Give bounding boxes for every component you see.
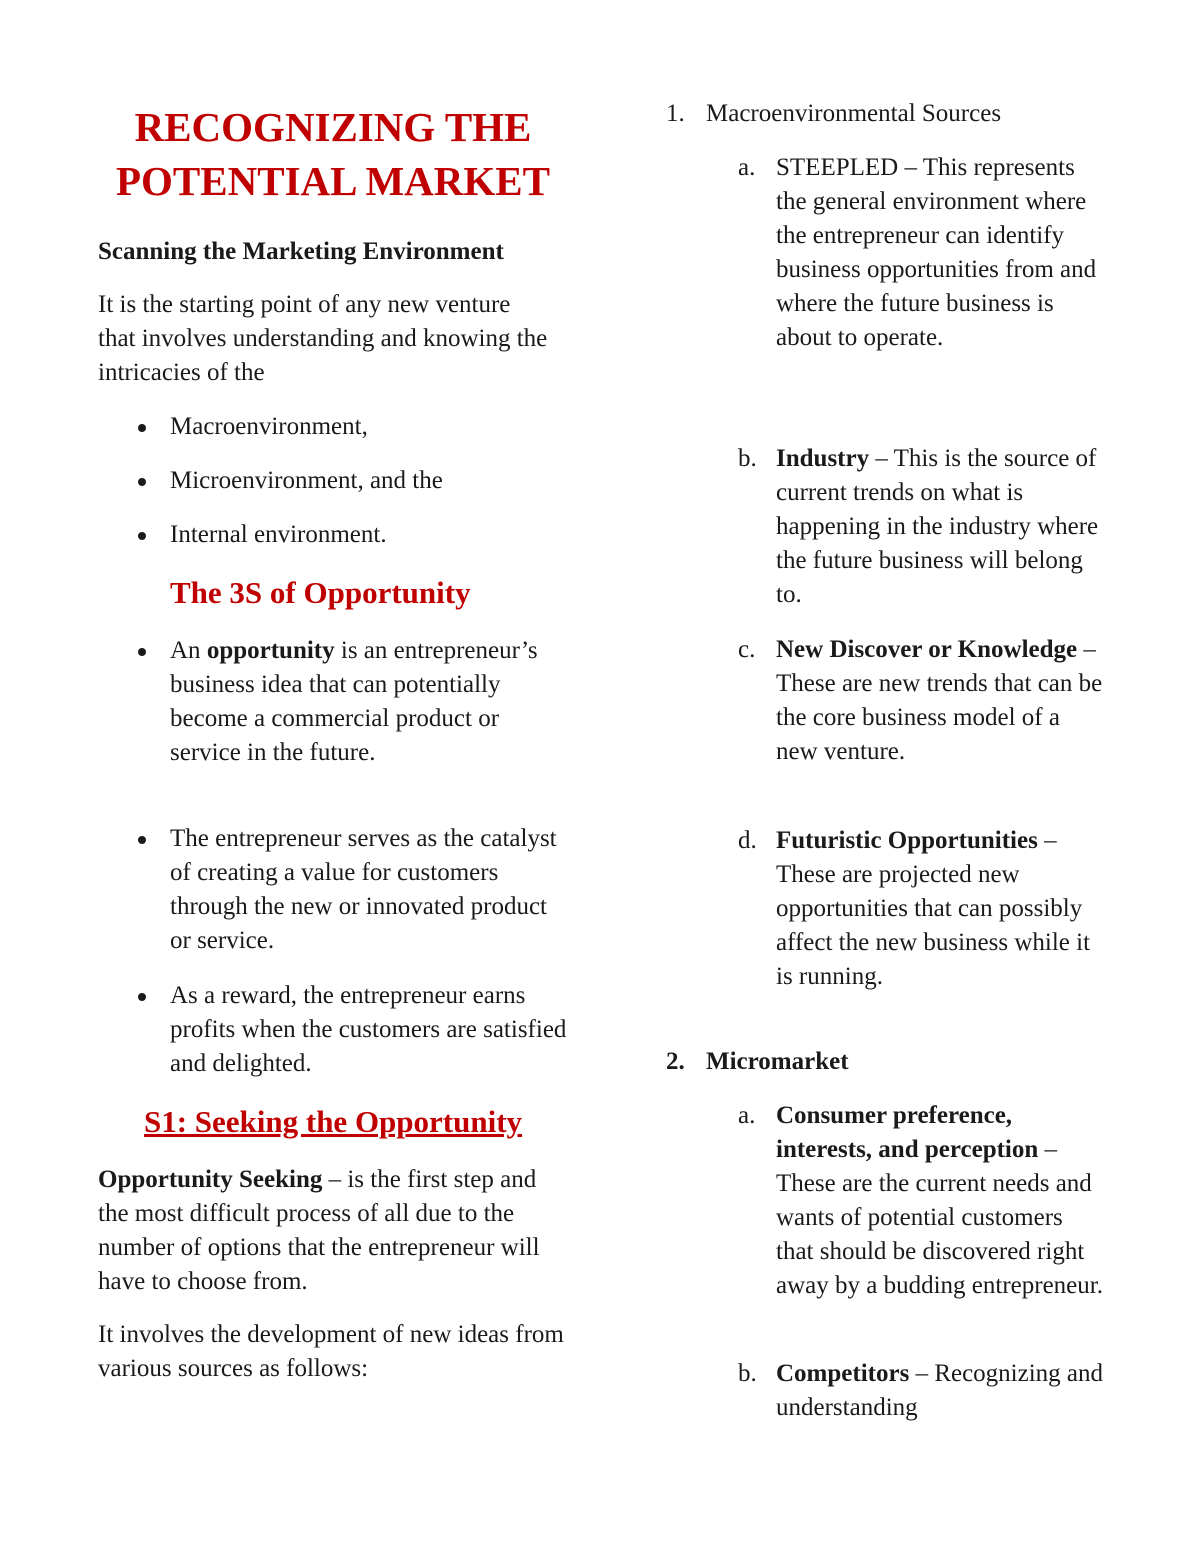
- list-item-text: The entrepreneur serves as the catalyst of creating a value for customers through the new or innovated product or service.: [170, 825, 557, 954]
- item-number: 2.: [666, 1048, 685, 1075]
- sub-item-text: Competitors – Recognizing and understanding: [776, 1360, 1104, 1421]
- list-item-text: Microenvironment, and the: [170, 467, 443, 494]
- sub-item-letter: b.: [738, 445, 757, 472]
- bullet-icon: [138, 478, 146, 486]
- item-number: 1.: [666, 100, 685, 127]
- bullet-icon: [138, 648, 146, 656]
- sub-item-letter: b.: [738, 1360, 757, 1387]
- page-title: RECOGNIZING THE POTENTIAL MARKET: [116, 104, 550, 204]
- bullet-icon: [138, 532, 146, 540]
- sub-item-letter: a.: [738, 154, 756, 181]
- sub-item-letter: c.: [738, 636, 756, 663]
- sub-item-letter: a.: [738, 1102, 756, 1129]
- opportunity-seeking-paragraph: Opportunity Seeking – is the first step and the most difficult process of all due to the number of options that the entrepreneur will have to choose from.: [98, 1166, 540, 1295]
- sub-item-letter: d.: [738, 827, 757, 854]
- sub-item-text: Industry – This is the source of current trends on what is happening in the industry where the future business will belong to.: [776, 445, 1099, 608]
- item-label: Micromarket: [706, 1048, 849, 1075]
- involves-paragraph: It involves the development of new ideas from various sources as follows:: [98, 1321, 564, 1382]
- bullet-icon: [138, 424, 146, 432]
- scanning-intro: It is the starting point of any new venture that involves understanding and knowing the intricacies of the: [98, 291, 548, 386]
- opportunity-seeking-term: Opportunity Seeking: [98, 1166, 323, 1193]
- sub-item-text: Consumer preference, interests, and perception – These are the current needs and wants of potential customers that should be discovered right away by a budding entrepreneur.: [776, 1102, 1103, 1299]
- sub-item-text: Futuristic Opportunities – These are projected new opportunities that can possibly affect the new business while it is running.: [776, 827, 1091, 990]
- bullet-icon: [138, 836, 146, 844]
- list-item-text: Internal environment.: [170, 521, 387, 548]
- list-item-text: As a reward, the entrepreneur earns profits when the customers are satisfied and delighted.: [170, 982, 567, 1077]
- three-s-heading: The 3S of Opportunity: [170, 575, 471, 610]
- s1-heading: S1: Seeking the Opportunity: [143, 1104, 523, 1139]
- bullet-icon: [138, 993, 146, 1001]
- list-item-text: An opportunity is an entrepreneur’s business idea that can potentially become a commercial product or service in the future.: [170, 637, 538, 766]
- sub-item-text: STEEPLED – This represents the general environment where the entrepreneur can identify business opportunities from and where the future business is about to operate.: [776, 154, 1097, 351]
- scanning-heading: Scanning the Marketing Environment: [98, 238, 504, 265]
- sub-item-text: New Discover or Knowledge – These are new trends that can be the core business model of a new venture.: [776, 636, 1103, 765]
- item-label: Macroenvironmental Sources: [706, 100, 1002, 127]
- opportunity-term: opportunity: [206, 637, 335, 664]
- list-item-text: Macroenvironment,: [170, 413, 368, 440]
